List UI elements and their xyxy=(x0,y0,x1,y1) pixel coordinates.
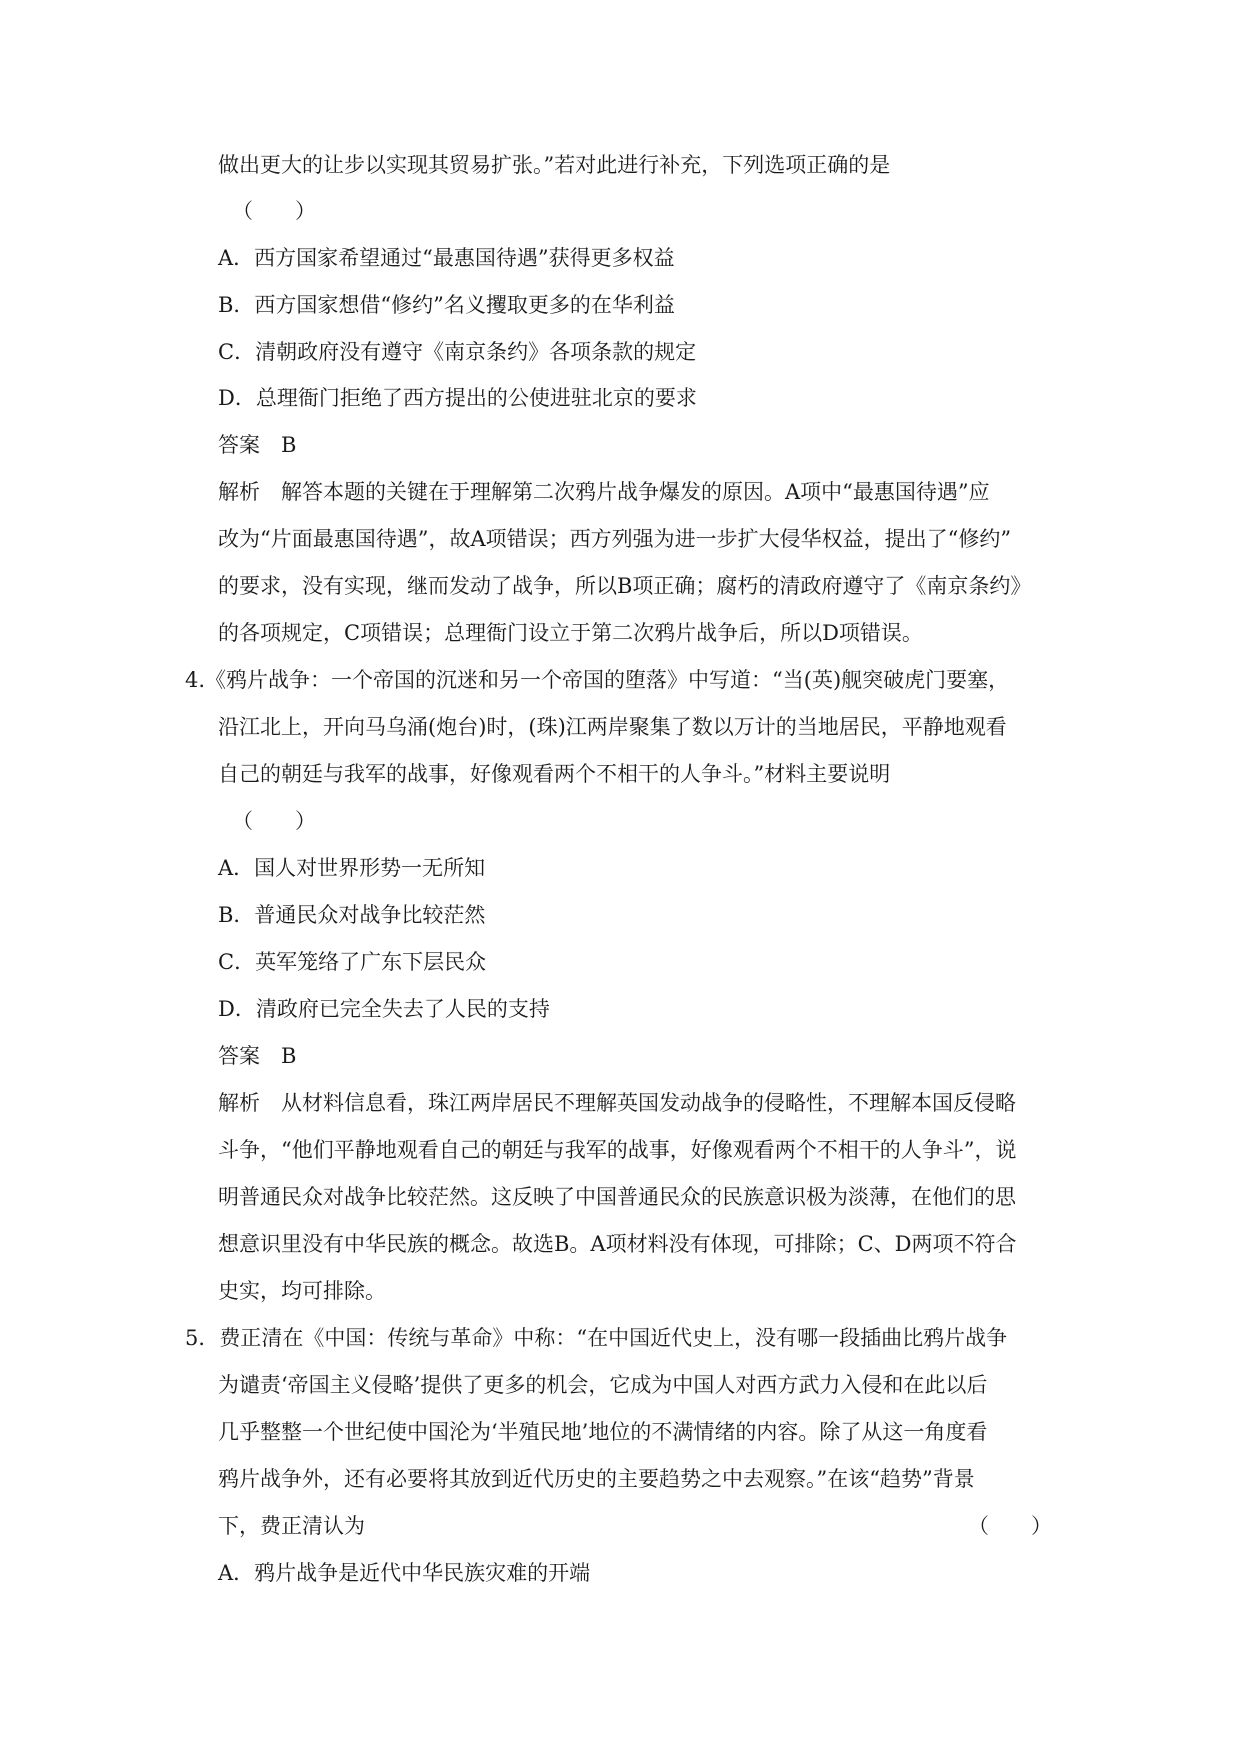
q3-answer-paren: （ ） xyxy=(232,199,316,223)
q3-option-c: C．清朝政府没有遵守《南京条约》各项条款的规定 xyxy=(218,340,697,364)
q3-option-b: B．西方国家想借“修约”名义攫取更多的在华利益 xyxy=(218,293,675,317)
q3-option-d: D．总理衙门拒绝了西方提出的公使进驻北京的要求 xyxy=(218,386,697,410)
q4-option-a: A．国人对世界形势一无所知 xyxy=(218,856,486,880)
q5-stem-line: 几乎整整一个世纪使中国沦为‘半殖民地’地位的不满情绪的内容。除了从这一角度看 xyxy=(218,1420,988,1444)
q4-analysis-line: 想意识里没有中华民族的概念。故选B。A项材料没有体现，可排除；C、D两项不符合 xyxy=(218,1232,1017,1256)
q3-option-a: A．西方国家希望通过“最惠国待遇”获得更多权益 xyxy=(218,246,675,270)
q3-answer: 答案 B xyxy=(218,433,297,457)
q4-stem-line: 4.《鸦片战争：一个帝国的沉迷和另一个帝国的堕落》中写道：“当(英)舰突破虎门要塞， xyxy=(185,668,1010,692)
q5-stem-line: 5．费正清在《中国：传统与革命》中称：“在中国近代史上，没有哪一段插曲比鸦片战争 xyxy=(185,1326,1008,1350)
q4-analysis-line: 史实，均可排除。 xyxy=(218,1279,386,1303)
q5-stem-line: 为谴责‘帝国主义侵略’提供了更多的机会，它成为中国人对西方武力入侵和在此以后 xyxy=(218,1373,988,1397)
q4-stem-line: 沿江北上，开向马乌涌(炮台)时，(珠)江两岸聚集了数以万计的当地居民，平静地观看 xyxy=(218,715,1007,739)
q4-option-b: B．普通民众对战争比较茫然 xyxy=(218,903,486,927)
q4-stem-line: 自己的朝廷与我军的战事，好像观看两个不相干的人争斗。”材料主要说明 xyxy=(218,762,891,786)
q5-answer-paren: （ ） xyxy=(968,1514,1052,1538)
q4-analysis-line: 斗争，“他们平静地观看自己的朝廷与我军的战事，好像观看两个不相干的人争斗”，说 xyxy=(218,1138,1017,1162)
q3-stem-tail: 做出更大的让步以实现其贸易扩张。”若对此进行补充，下列选项正确的是 xyxy=(218,153,891,177)
q5-stem-line: 鸦片战争外，还有必要将其放到近代历史的主要趋势之中去观察。”在该“趋势”背景 xyxy=(218,1467,975,1491)
q5-option-a: A．鸦片战争是近代中华民族灾难的开端 xyxy=(218,1561,591,1585)
q3-analysis-line: 的要求，没有实现，继而发动了战争，所以B项正确；腐朽的清政府遵守了《南京条约》 xyxy=(218,574,1032,598)
q4-analysis-line: 解析 从材料信息看，珠江两岸居民不理解英国发动战争的侵略性，不理解本国反侵略 xyxy=(218,1091,1016,1115)
q3-analysis-line: 的各项规定，C项错误；总理衙门设立于第二次鸦片战争后，所以D项错误。 xyxy=(218,621,923,645)
q4-answer: 答案 B xyxy=(218,1044,297,1068)
q5-stem-line: 下，费正清认为 xyxy=(218,1514,365,1538)
q3-analysis-line: 解析 解答本题的关键在于理解第二次鸦片战争爆发的原因。A项中“最惠国待遇”应 xyxy=(218,480,990,504)
q4-option-d: D．清政府已完全失去了人民的支持 xyxy=(218,997,550,1021)
q3-analysis-line: 改为“片面最惠国待遇”，故A项错误；西方列强为进一步扩大侵华权益，提出了“修约” xyxy=(218,527,1012,551)
q4-answer-paren: （ ） xyxy=(232,809,316,833)
q4-analysis-line: 明普通民众对战争比较茫然。这反映了中国普通民众的民族意识极为淡薄，在他们的思 xyxy=(218,1185,1016,1209)
q4-option-c: C．英军笼络了广东下层民众 xyxy=(218,950,487,974)
